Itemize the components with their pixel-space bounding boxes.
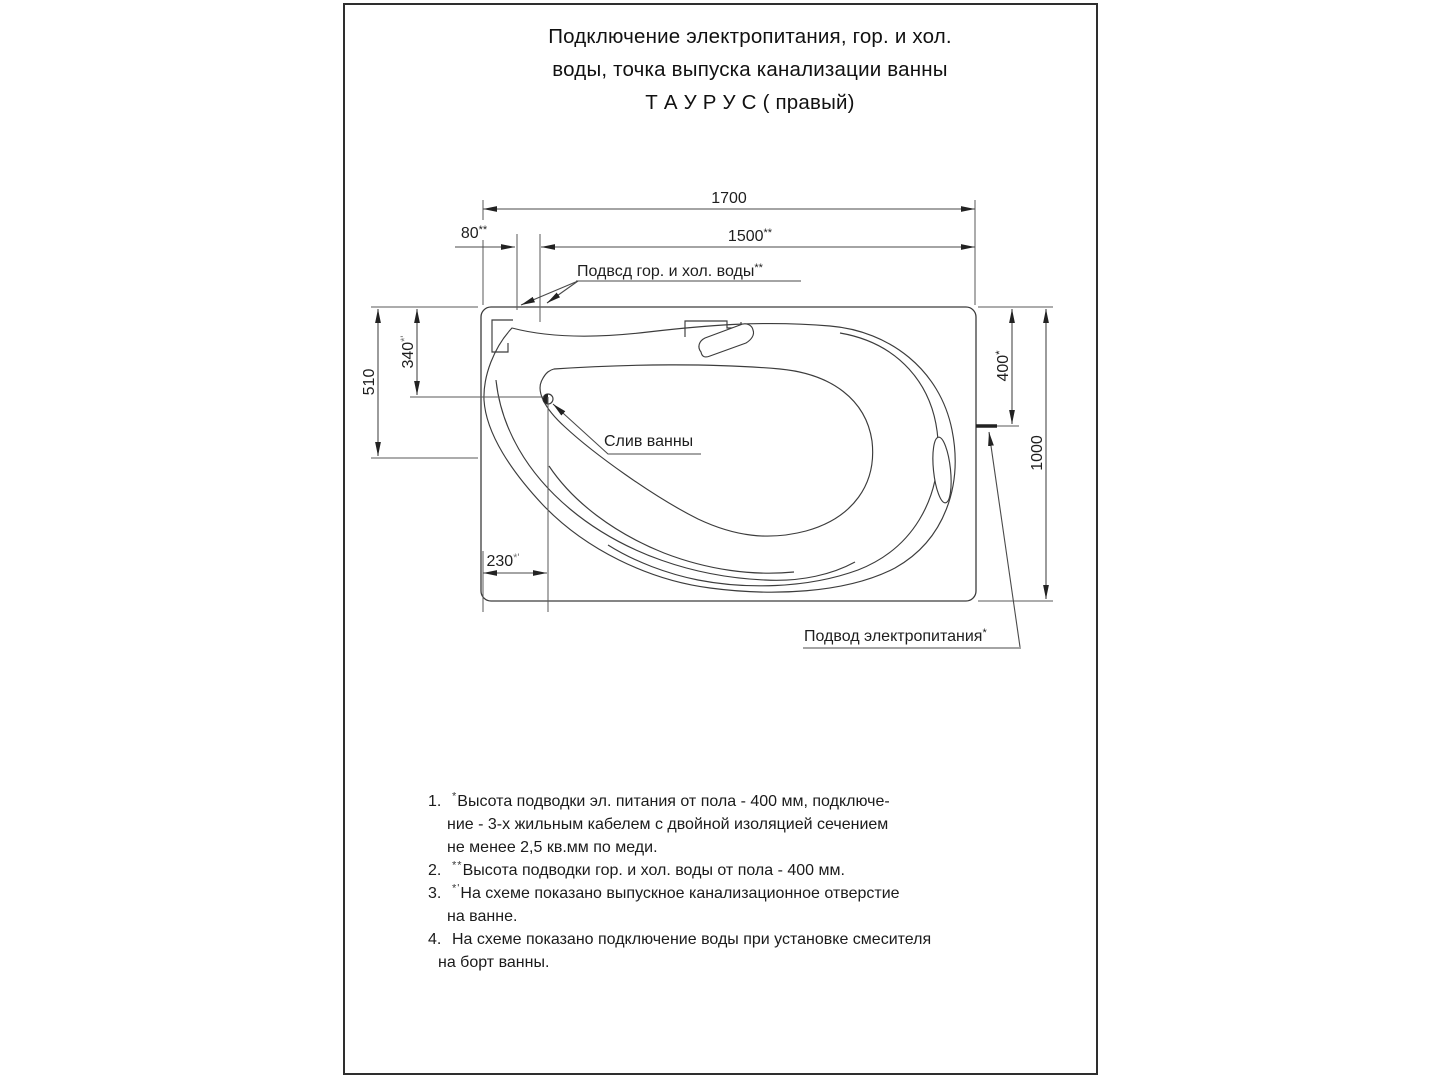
note-line: на борт ванны. xyxy=(438,954,550,971)
note-line: 1. *Высота подводки эл. питания от пола - 400 мм, подключе- xyxy=(428,790,890,810)
title-line-1: Подключение электропитания, гор. и хол. xyxy=(548,25,952,48)
note-line: 3. *'На схеме показано выпускное канализационное отверстие xyxy=(428,882,900,902)
title-line-3: Т А У Р У С ( правый) xyxy=(645,91,855,114)
dim-text-340: 340*' xyxy=(399,335,417,369)
note-line: 2. **Высота подводки гор. и хол. воды от пола - 400 мм. xyxy=(428,859,845,879)
tub-apron-curve-inner xyxy=(549,466,794,573)
dim-text-1500: 1500** xyxy=(727,227,773,245)
dim-text-230: 230*' xyxy=(486,552,520,570)
tub-notch-left xyxy=(492,320,513,352)
note-line: на ванне. xyxy=(447,908,518,925)
note-line: не менее 2,5 кв.мм по меди. xyxy=(447,839,658,856)
dim-text-510: 510 xyxy=(361,368,378,396)
electric-leader xyxy=(989,432,1020,647)
note-line: 4. На схеме показано подключение воды при установке смесителя xyxy=(428,931,932,948)
tub-outer-rim xyxy=(484,324,955,593)
dim-text-1700: 1700 xyxy=(711,190,747,207)
dim-text-1000: 1000 xyxy=(1029,435,1046,471)
title-line-2: воды, точка выпуска канализации ванны xyxy=(552,58,948,81)
drain-label: Слив ванны xyxy=(604,433,694,450)
dim-text-400: 400* xyxy=(994,350,1012,382)
bathtub-drawing xyxy=(481,307,976,601)
tub-handle-detail xyxy=(699,324,754,357)
note-line: ние - 3-х жильным кабелем с двойной изоляцией сечением xyxy=(447,816,889,833)
extension-lines xyxy=(371,200,1053,612)
notes-block xyxy=(428,790,1028,974)
water-supply-label: Подвсд гор. и хол. воды** xyxy=(577,262,763,280)
dim-text-80: 80** xyxy=(460,224,488,242)
tub-jet-detail xyxy=(930,436,954,503)
tub-inner-rim xyxy=(608,333,938,586)
electric-supply-label: Подвод электропитания* xyxy=(804,627,987,645)
